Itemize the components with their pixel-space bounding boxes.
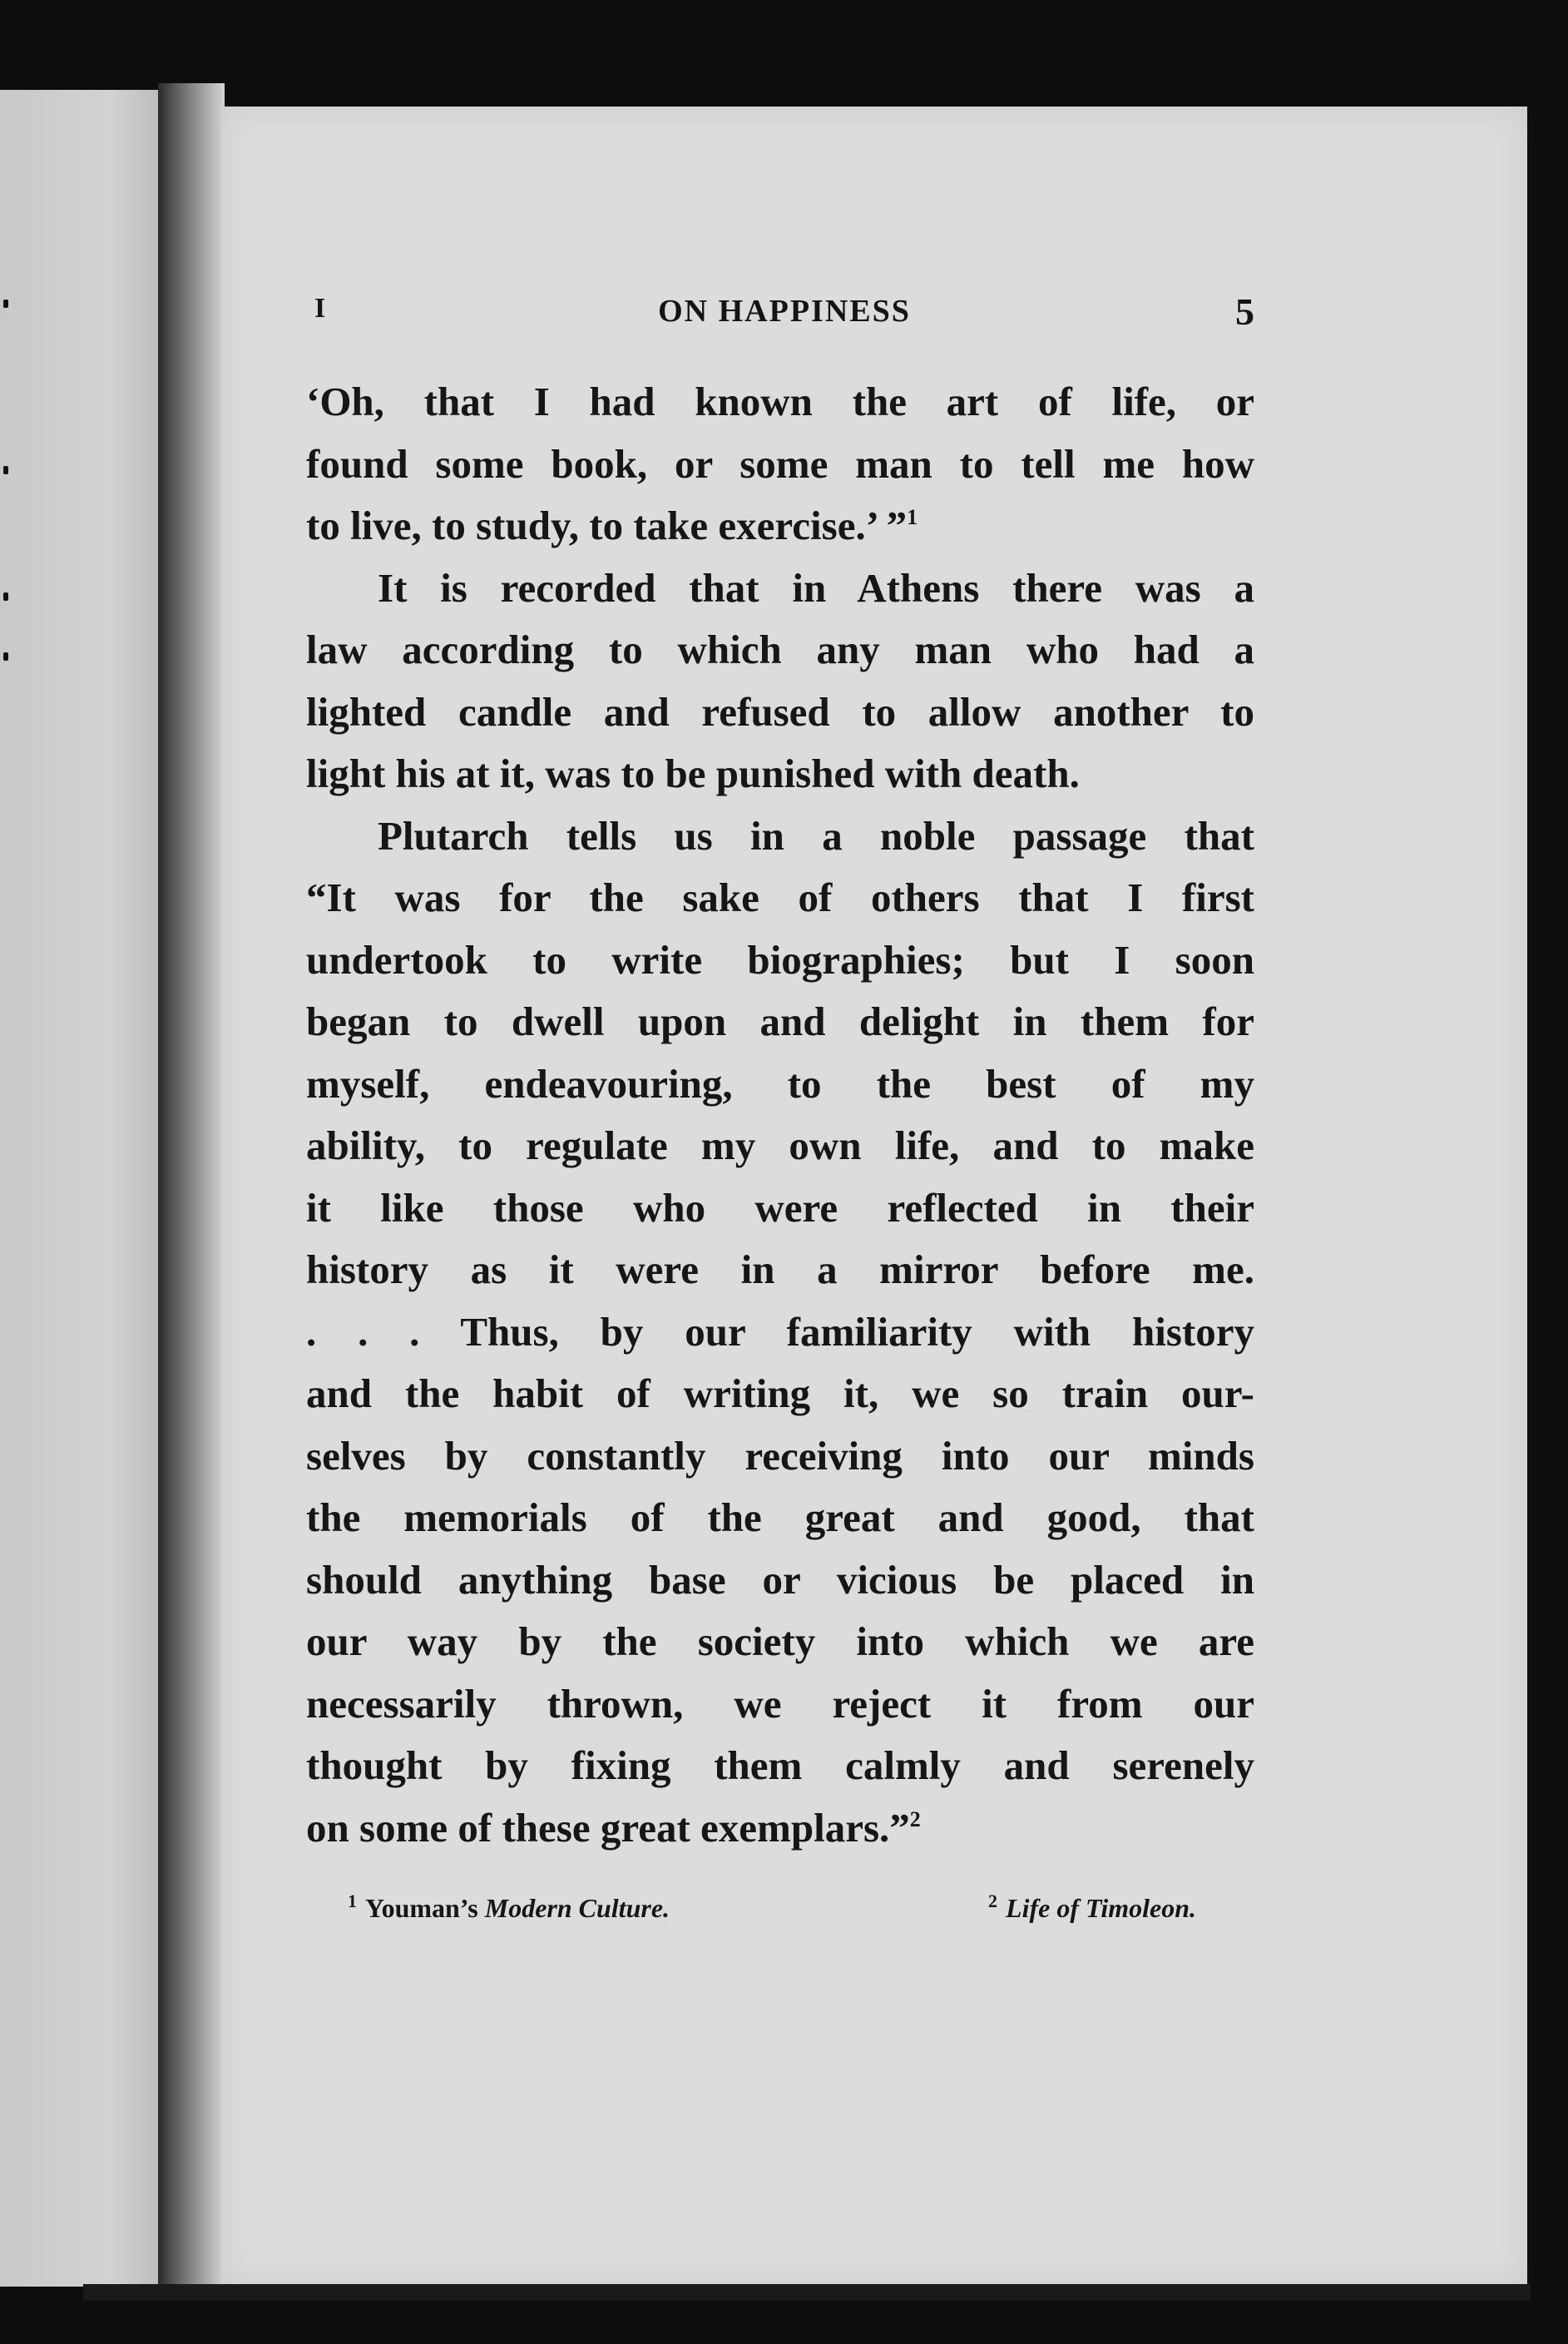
ink-mark [3,466,8,474]
facing-page-edge [0,90,158,2287]
text-line [306,619,1254,681]
footnote-mark: 1 [348,1891,357,1911]
footnotes [348,1891,1196,1932]
line-text: law according to which any man who had a [306,627,1254,672]
line-text: ‘Oh, that I had known the art of life, or [306,379,1254,424]
footnote-reference: 1 [907,505,918,529]
line-text: Plutarch tells us in a noble passage that [378,812,1254,859]
text-line [306,867,1254,929]
text-line [306,743,1254,805]
text-line [306,1363,1254,1425]
page-bottom-edge [83,2284,1531,2301]
footnote-author: Youman’s [365,1893,478,1923]
line-text: selves by constantly receiving into our minds [306,1432,1254,1479]
text-line [306,1549,1254,1612]
line-text: began to dwell upon and delight in them for [306,999,1254,1044]
ink-mark [3,592,8,601]
text-line [306,681,1254,744]
line-text: necessarily thrown, we reject it from our [306,1680,1254,1727]
text-line [306,1115,1254,1177]
line-text: undertook to write biographies; but I soon [306,936,1254,983]
text-line [306,558,1254,620]
line-text: found some book, or some man to tell me how [306,440,1254,487]
page-number: 5 [1235,290,1254,333]
line-text: It is recorded that in Athens there was a [378,564,1254,611]
book-gutter-shadow [158,83,225,2297]
text-line [306,1239,1254,1301]
signature-mark: I [314,293,326,324]
text-line [306,1487,1254,1549]
line-text: to live, to study, to take exercise.’ ” [306,503,908,548]
text-line [306,805,1254,868]
footnote-2 [988,1891,1196,1924]
line-text: ability, to regulate my own life, and to make [306,1122,1254,1168]
text-line [306,991,1254,1053]
footnote-mark: 2 [988,1891,998,1911]
text-line [306,1735,1254,1797]
body-text [306,371,1254,1859]
line-text: thought by fixing them calmly and serenely [306,1742,1254,1788]
footnote-reference: 2 [909,1806,921,1831]
text-line [306,929,1254,992]
text-line [306,1301,1254,1364]
line-text: “It was for the sake of others that I first [306,875,1254,920]
ink-mark [3,652,8,661]
running-header [314,290,1254,339]
line-text: light his at it, was to be punished with death. [306,751,1080,796]
line-text: it like those who were reflected in their [306,1184,1254,1231]
text-line [306,1673,1254,1736]
text-line [306,371,1254,434]
line-text: lighted candle and refused to allow another to [306,688,1254,735]
running-title: ON HAPPINESS [658,294,911,329]
text-line [306,1177,1254,1240]
line-text: the memorials of the great and good, that [306,1494,1254,1540]
line-text: on some of these great exemplars.” [306,1804,910,1851]
text-line [306,1797,1254,1860]
footnote-1 [348,1891,670,1924]
ink-mark [3,300,8,308]
text-line [306,1611,1254,1673]
line-text: and the habit of writing it, we so train our- [306,1370,1254,1416]
line-text: . . . Thus, by our familiarity with history [306,1308,1254,1355]
footnote-work: Life of Timoleon. [1006,1893,1196,1923]
line-text: should anything base or vicious be placed in [306,1556,1254,1603]
text-line [306,1053,1254,1116]
line-text: myself, endeavouring, to the best of my [306,1060,1254,1107]
line-text: history as it were in a mirror before me. [306,1246,1254,1292]
footnote-work: Modern Culture. [484,1893,670,1923]
text-line [306,495,1254,558]
text-line [306,1425,1254,1488]
line-text: our way by the society into which we are [306,1618,1254,1664]
text-line [306,434,1254,496]
